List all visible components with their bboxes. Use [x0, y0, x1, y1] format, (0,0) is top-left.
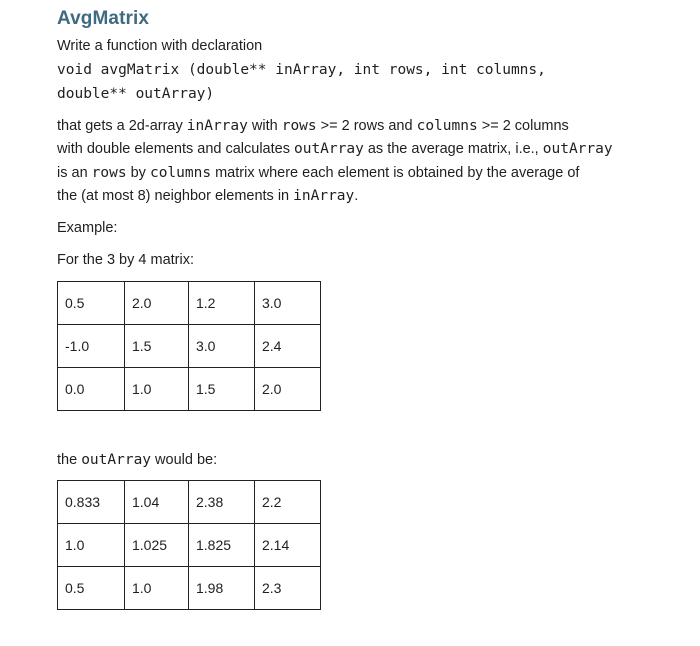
- matrix-cell: 2.38: [189, 481, 255, 524]
- matrix-cell: -1.0: [58, 325, 125, 368]
- table-row: [58, 325, 321, 368]
- table-row: [58, 567, 321, 610]
- matrix-cell: 0.5: [58, 282, 125, 325]
- example-label: Example:: [57, 220, 118, 236]
- text-span: >= 2 rows and: [316, 118, 417, 134]
- table-row: [58, 481, 321, 524]
- matrix-cell: 1.025: [125, 524, 189, 567]
- matrix-cell: 0.5: [58, 567, 125, 610]
- code-span: rows: [91, 165, 127, 181]
- code-span: rows: [281, 118, 317, 134]
- matrix-cell: 1.825: [189, 524, 255, 567]
- text-span: with double elements and calculates: [57, 141, 294, 157]
- matrix-cell: 2.14: [255, 524, 321, 567]
- matrix-cell: 1.0: [125, 567, 189, 610]
- table-row: [58, 282, 321, 325]
- text-span: the: [57, 452, 82, 468]
- problem-title: AvgMatrix: [57, 8, 150, 29]
- matrix-cell: 1.04: [125, 481, 189, 524]
- input-matrix-intro: For the 3 by 4 matrix:: [57, 252, 194, 268]
- table-row: [58, 368, 321, 411]
- text-span: by: [126, 165, 150, 181]
- text-span: with: [247, 118, 282, 134]
- intro-text: Write a function with declaration: [57, 38, 263, 54]
- matrix-cell: 1.98: [189, 567, 255, 610]
- matrix-cell: 2.3: [255, 567, 321, 610]
- output-matrix-table: [57, 480, 321, 610]
- text-span: .: [354, 188, 359, 204]
- matrix-cell: 1.5: [125, 325, 189, 368]
- text-span: would be:: [151, 452, 218, 468]
- description-line-1: [57, 118, 569, 134]
- description-line-2: [57, 141, 613, 157]
- matrix-cell: 2.2: [255, 481, 321, 524]
- declaration-line-2: double** outArray): [57, 86, 215, 102]
- matrix-cell: 1.2: [189, 282, 255, 325]
- matrix-cell: 1.0: [58, 524, 125, 567]
- matrix-cell: 1.5: [189, 368, 255, 411]
- text-span: as the average matrix, i.e.,: [363, 141, 543, 157]
- matrix-cell: 2.0: [125, 282, 189, 325]
- table-row: [58, 524, 321, 567]
- text-span: that gets a 2d-array: [57, 118, 187, 134]
- description-line-4: [57, 188, 358, 204]
- matrix-cell: 3.0: [189, 325, 255, 368]
- code-span: outArray: [81, 452, 152, 468]
- code-span: columns: [416, 118, 478, 134]
- text-span: matrix where each element is obtained by the average of: [211, 165, 580, 181]
- text-span: the (at most 8) neighbor elements in: [57, 188, 294, 204]
- declaration-line-1: void avgMatrix (double** inArray, int rows, int columns,: [57, 62, 546, 78]
- code-span: inArray: [293, 188, 355, 204]
- matrix-cell: 0.833: [58, 481, 125, 524]
- input-matrix-table: [57, 281, 321, 411]
- text-span: is an: [57, 165, 92, 181]
- matrix-cell: 1.0: [125, 368, 189, 411]
- code-span: columns: [149, 165, 212, 181]
- matrix-cell: 2.4: [255, 325, 321, 368]
- output-matrix-intro: [57, 452, 217, 468]
- description-line-3: [57, 165, 579, 181]
- matrix-cell: 0.0: [58, 368, 125, 411]
- code-span: outArray: [542, 141, 613, 157]
- matrix-cell: 2.0: [255, 368, 321, 411]
- code-span: inArray: [186, 118, 248, 134]
- matrix-cell: 3.0: [255, 282, 321, 325]
- text-span: >= 2 columns: [477, 118, 569, 134]
- code-span: outArray: [293, 141, 364, 157]
